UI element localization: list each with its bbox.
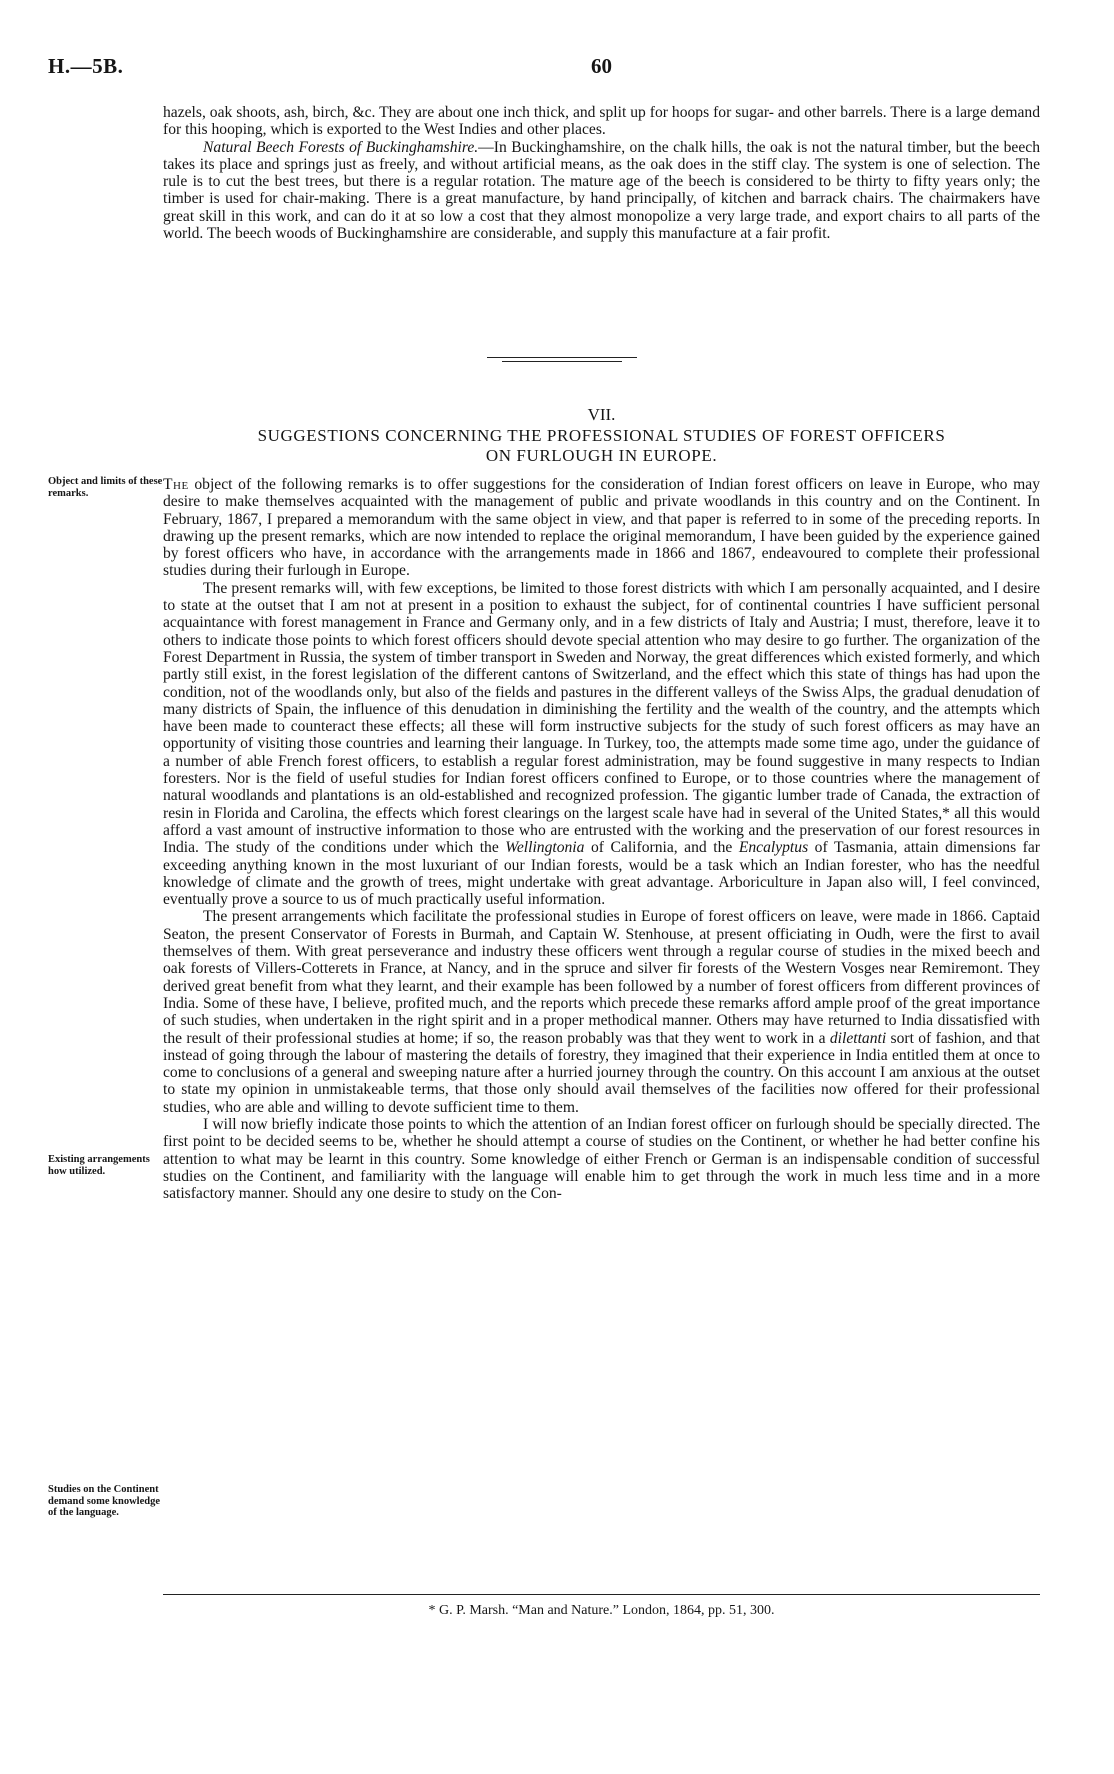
footnote: * G. P. Marsh. “Man and Nature.” London, 1864, pp. 51, 300. [428,1603,775,1618]
section-title-line-2: ON FURLOUGH IN EUROPE. [485,446,718,465]
margin-note-language: Studies on the Continent demand some knowledge of the language. [48,1484,161,1518]
body-paragraph-3 [163,908,1040,1116]
body-paragraph-4: I will now briefly indicate those points to which the attention of an Indian forest officer on furlough should be specially directed. The first point to be decided seems to be, whether he should attempt a course of studies on the Continent, or whether he had better confine his attention to what may be learnt in this country. Some knowledge of either French or German is an indispensable condition of successful studies on the Continent, and familiarity with the language will enable him to get through the work in much less time and in a more satisfactory manner. Should any one desire to study on the Con- [163,1115,1040,1203]
paragraph-2-text-c: of Tasmania, attain dimensions far exceeding anything known in the most luxuriant of our Indian forests, would be a task which an Indian forester, who has the needful knowledge of climate and the growth of trees, might undertake with great advantage. Arboriculture in Japan also will, I feel convinced, eventually prove a source to us of much practically useful information. [163,839,1040,909]
beech-forests-text: —In Buckinghamshire, on the chalk hills, the oak is not the natural timber, but the beech takes its place and springs just as freely, and without artificial means, as the oak does in the stiff clay. The system is one of selection. The rule is to cut the best trees, but there is a regular rotation. The mature age of the beech is considered to be thirty to fifty years only; the timber is used for chair-making. There is a great manufacture, by hand principally, of kitchen and barrack chairs. The chairmakers have great skill in this work, and can do it at so low a cost that they almost monopolize a very large trade, and export chairs to all parts of the world. The beech woods of Buckinghamshire are considerable, and supply this manufacture at a fair profit. [163,138,1040,243]
margin-note-object: Object and limits of these remarks. [48,476,163,499]
paragraph-1-text: object of the following remarks is to offer suggestions for the consideration of Indian forest officers on leave in Europe, who may desire to make themselves acquainted with the management of public and private woodlands in this country and on the Continent. In February, 1867, I prepared a memorandum with the same object in view, and that paper is referred to in some of the preceding reports. In drawing up the present remarks, which are now intended to replace the original memorandum, I have been guided by the experience gained by forest officers who have, in accordance with the arrangements made in 1866 and 1867, endeavoured to complete their professional studies during their furlough in Europe. [163,476,1040,580]
section-divider-top [487,357,637,358]
dilettanti-term: dilettanti [829,1029,887,1047]
page-number: 60 [591,54,612,78]
body-paragraph-2 [163,580,1040,909]
beech-forests-heading: Natural Beech Forests of Buckinghamshire. [203,138,479,156]
section-body [163,476,1040,1202]
section-title-line-1: SUGGESTIONS CONCERNING THE PROFESSIONAL STUDIES OF FOREST OFFICERS [257,426,946,445]
section-title [163,426,1040,466]
footnote-rule [163,1594,1040,1595]
paragraph-3-text-b: sort of fashion, and that instead of going through the labour of mastering the details of forestry, they imagined that their experience in India entitled them at once to come to conclusions of a general and sweeping nature after a hurried journey through the country. On this account I am anxious at the outset to state my opinion in unmistakeable terms, that those only should avail themselves of the facilities now offered for their professional studies, who are able and willing to devote sufficient time to them. [163,1029,1041,1116]
wellingtonia-term: Wellingtonia [505,839,585,857]
intro-paragraph-2 [163,139,1040,243]
paragraph-2-text-b: of California, and the [584,839,739,857]
intro-paragraph-1: hazels, oak shoots, ash, birch, &c. They are about one inch thick, and split up for hoops for sugar- and other barrels. There is a large demand for this hooping, which is exported to the West Indies and other places. [163,104,1040,139]
encalyptus-term: Encalyptus [738,839,809,857]
paragraph-3-text-a: The present arrangements which facilitate the professional studies in Europe of forest officers on leave, were made in 1866. Captaid Seaton, the present Conservator of Forests in Burmah, and Captain W. Stenhouse, at present officiating in Oudh, were the first to avail themselves of them. With great perseverance and industry these officers went through a regular course of studies in the mixed beech and oak forests of Villers-Cotterets in France, at Nancy, and in the spruce and silver fir forests of the Western Vosges near Remiremont. They derived great benefit from what they learnt, and their example has been followed by a number of forest officers from different provinces of India. Some of these have, I believe, profited much, and the reports which precede these remarks afford ample proof of the great importance of such studies, when undertaken in the right spirit and in a proper methodical manner. Others may have returned to India dissatisfied with the result of their professional studies at home; if so, the reason probably was that they went to work in a [163,908,1040,1047]
intro-text [163,104,1040,242]
page-header [48,54,1048,84]
paragraph-2-text-a: The present remarks will, with few exceptions, be limited to those forest districts with which I am personally acquainted, and I desire to state at the outset that I am not at present in a position to exhaust the subject, for of continental countries I have sufficient personal acquaintance with forest management in France and Germany only, and in a few districts of Italy and Austria; I must, therefore, leave it to others to indicate those points to which forest officers should devote special attention who may desire to go further. The organization of the Forest Department in Russia, the system of timber transport in Sweden and Norway, the great differences which existed formerly, and which partly still exist, in the forest legislation of the different cantons of Switzerland, and the effect which this state of things has had upon the condition, not of the woodlands only, but also of the fields and pastures in the different valleys of the Swiss Alps, the gradual denudation of many districts of Spain, the influence of this denudation in diminishing the fertility and the wealth of the country, and the attempts which have been made to counteract these effects; all these will form instructive subjects for the study of such forest officers as may have an opportunity of visiting those countries and learning their language. In Turkey, too, the attempts made some time ago, under the guidance of a number of able French forest officers, to establish a regular forest administration, may be found suggestive in many respects to Indian foresters. Nor is the field of useful studies for Indian forest officers confined to Europe, or to those countries where the management of natural woodlands and plantations is an old-established and recognized profession. The gigantic lumber trade of Canada, the extraction of resin in Florida and Carolina, the effects which forest clearings on the largest scale have had in several of the United States,* all this would afford a vast amount of instructive information to those who are entrusted with the working and the preservation of our forest resources in India. The study of the conditions under which the [163,579,1040,857]
section-number: VII. [587,405,616,424]
body-paragraph-1 [163,476,1040,580]
margin-note-arrangements: Existing arrangements how utilized. [48,1154,150,1177]
section-divider-bottom [502,361,622,362]
paragraph-lead-word: The [163,476,189,493]
document-reference: H.—5B. [48,54,124,78]
